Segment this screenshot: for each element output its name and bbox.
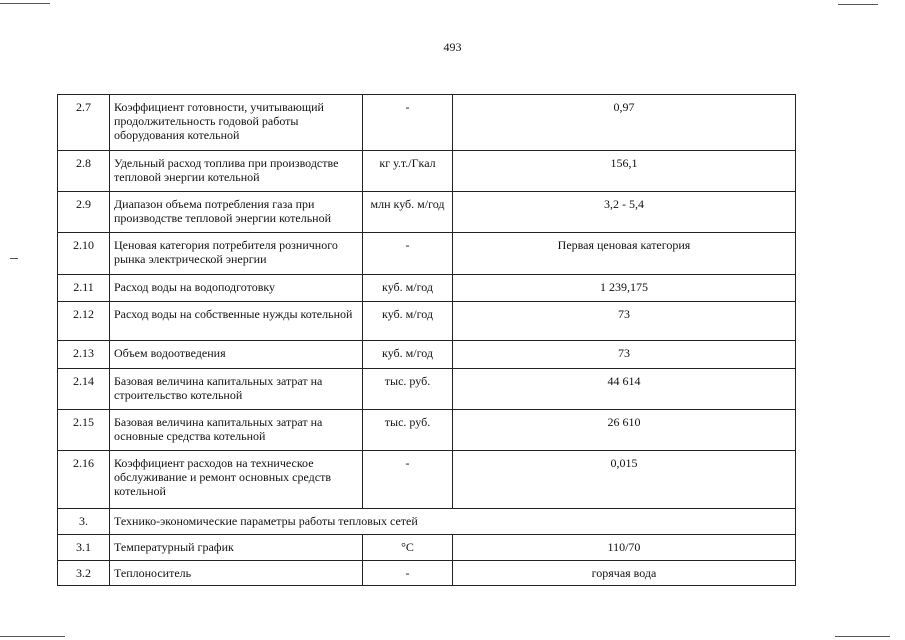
scan-artifact-bottom-left xyxy=(0,636,65,637)
table-row xyxy=(58,369,796,410)
parameter-value: горячая вода xyxy=(453,561,796,586)
table-row xyxy=(58,192,796,233)
parameter-name: Расход воды на собственные нужды котельной xyxy=(110,302,363,341)
table-row xyxy=(58,275,796,302)
parameter-name: Расход воды на водоподготовку xyxy=(110,275,363,302)
parameter-value: 44 614 xyxy=(453,369,796,410)
parameter-name: Базовая величина капитальных затрат на основные средства котельной xyxy=(110,410,363,451)
table-row xyxy=(58,535,796,561)
parameter-value: 73 xyxy=(453,341,796,369)
table-row xyxy=(58,341,796,369)
parameter-unit: тыс. руб. xyxy=(363,369,453,410)
section-number: 3. xyxy=(58,509,110,535)
parameter-unit: - xyxy=(363,233,453,275)
parameter-name: Диапазон объема потребления газа при производстве тепловой энергии котельной xyxy=(110,192,363,233)
row-number: 2.14 xyxy=(58,369,110,410)
parameter-name: Теплоноситель xyxy=(110,561,363,586)
parameter-value: 73 xyxy=(453,302,796,341)
parameter-unit: куб. м/год xyxy=(363,302,453,341)
scan-artifact-top-right xyxy=(838,4,878,5)
table-row xyxy=(58,561,796,586)
parameter-unit: °С xyxy=(363,535,453,561)
table-row xyxy=(58,302,796,341)
section-row xyxy=(58,509,796,535)
page-number: 493 xyxy=(443,40,462,54)
parameter-value: 110/70 xyxy=(453,535,796,561)
parameter-unit: - xyxy=(363,561,453,586)
scan-artifact-top-left xyxy=(0,3,50,4)
row-number: 2.13 xyxy=(58,341,110,369)
row-number: 3.1 xyxy=(58,535,110,561)
table-row xyxy=(58,410,796,451)
row-number: 2.15 xyxy=(58,410,110,451)
parameter-name: Объем водоотведения xyxy=(110,341,363,369)
row-number: 2.9 xyxy=(58,192,110,233)
section-title: Технико-экономические параметры работы тепловых сетей xyxy=(110,509,796,535)
parameter-value: 26 610 xyxy=(453,410,796,451)
table-row xyxy=(58,95,796,151)
parameter-value: 156,1 xyxy=(453,151,796,192)
row-number: 3.2 xyxy=(58,561,110,586)
row-number: 2.8 xyxy=(58,151,110,192)
row-number: 2.10 xyxy=(58,233,110,275)
parameter-unit: - xyxy=(363,95,453,151)
parameter-name: Ценовая категория потребителя розничного рынка электрической энергии xyxy=(110,233,363,275)
table-row xyxy=(58,451,796,509)
parameter-unit: куб. м/год xyxy=(363,341,453,369)
parameter-value: 0,97 xyxy=(453,95,796,151)
row-number: 2.7 xyxy=(58,95,110,151)
parameter-name: Коэффициент готовности, учитывающий продолжительность годовой работы оборудования котельной xyxy=(110,95,363,151)
parameter-value: 0,015 xyxy=(453,451,796,509)
row-number: 2.12 xyxy=(58,302,110,341)
row-number: 2.11 xyxy=(58,275,110,302)
parameter-unit: тыс. руб. xyxy=(363,410,453,451)
parameter-name: Температурный график xyxy=(110,535,363,561)
parameter-value: 1 239,175 xyxy=(453,275,796,302)
scan-artifact-bottom-right xyxy=(835,636,890,637)
row-number: 2.16 xyxy=(58,451,110,509)
parameter-value: Первая ценовая категория xyxy=(453,233,796,275)
parameter-value: 3,2 - 5,4 xyxy=(453,192,796,233)
parameters-table xyxy=(57,94,796,586)
parameter-unit: - xyxy=(363,451,453,509)
parameter-unit: куб. м/год xyxy=(363,275,453,302)
parameter-unit: млн куб. м/год xyxy=(363,192,453,233)
parameter-unit: кг у.т./Гкал xyxy=(363,151,453,192)
parameter-name: Коэффициент расходов на техническое обслуживание и ремонт основных средств котельной xyxy=(110,451,363,509)
table-row xyxy=(58,233,796,275)
parameter-name: Базовая величина капитальных затрат на строительство котельной xyxy=(110,369,363,410)
parameter-name: Удельный расход топлива при производстве тепловой энергии котельной xyxy=(110,151,363,192)
table-row xyxy=(58,151,796,192)
scan-artifact-left-dash xyxy=(10,258,18,259)
